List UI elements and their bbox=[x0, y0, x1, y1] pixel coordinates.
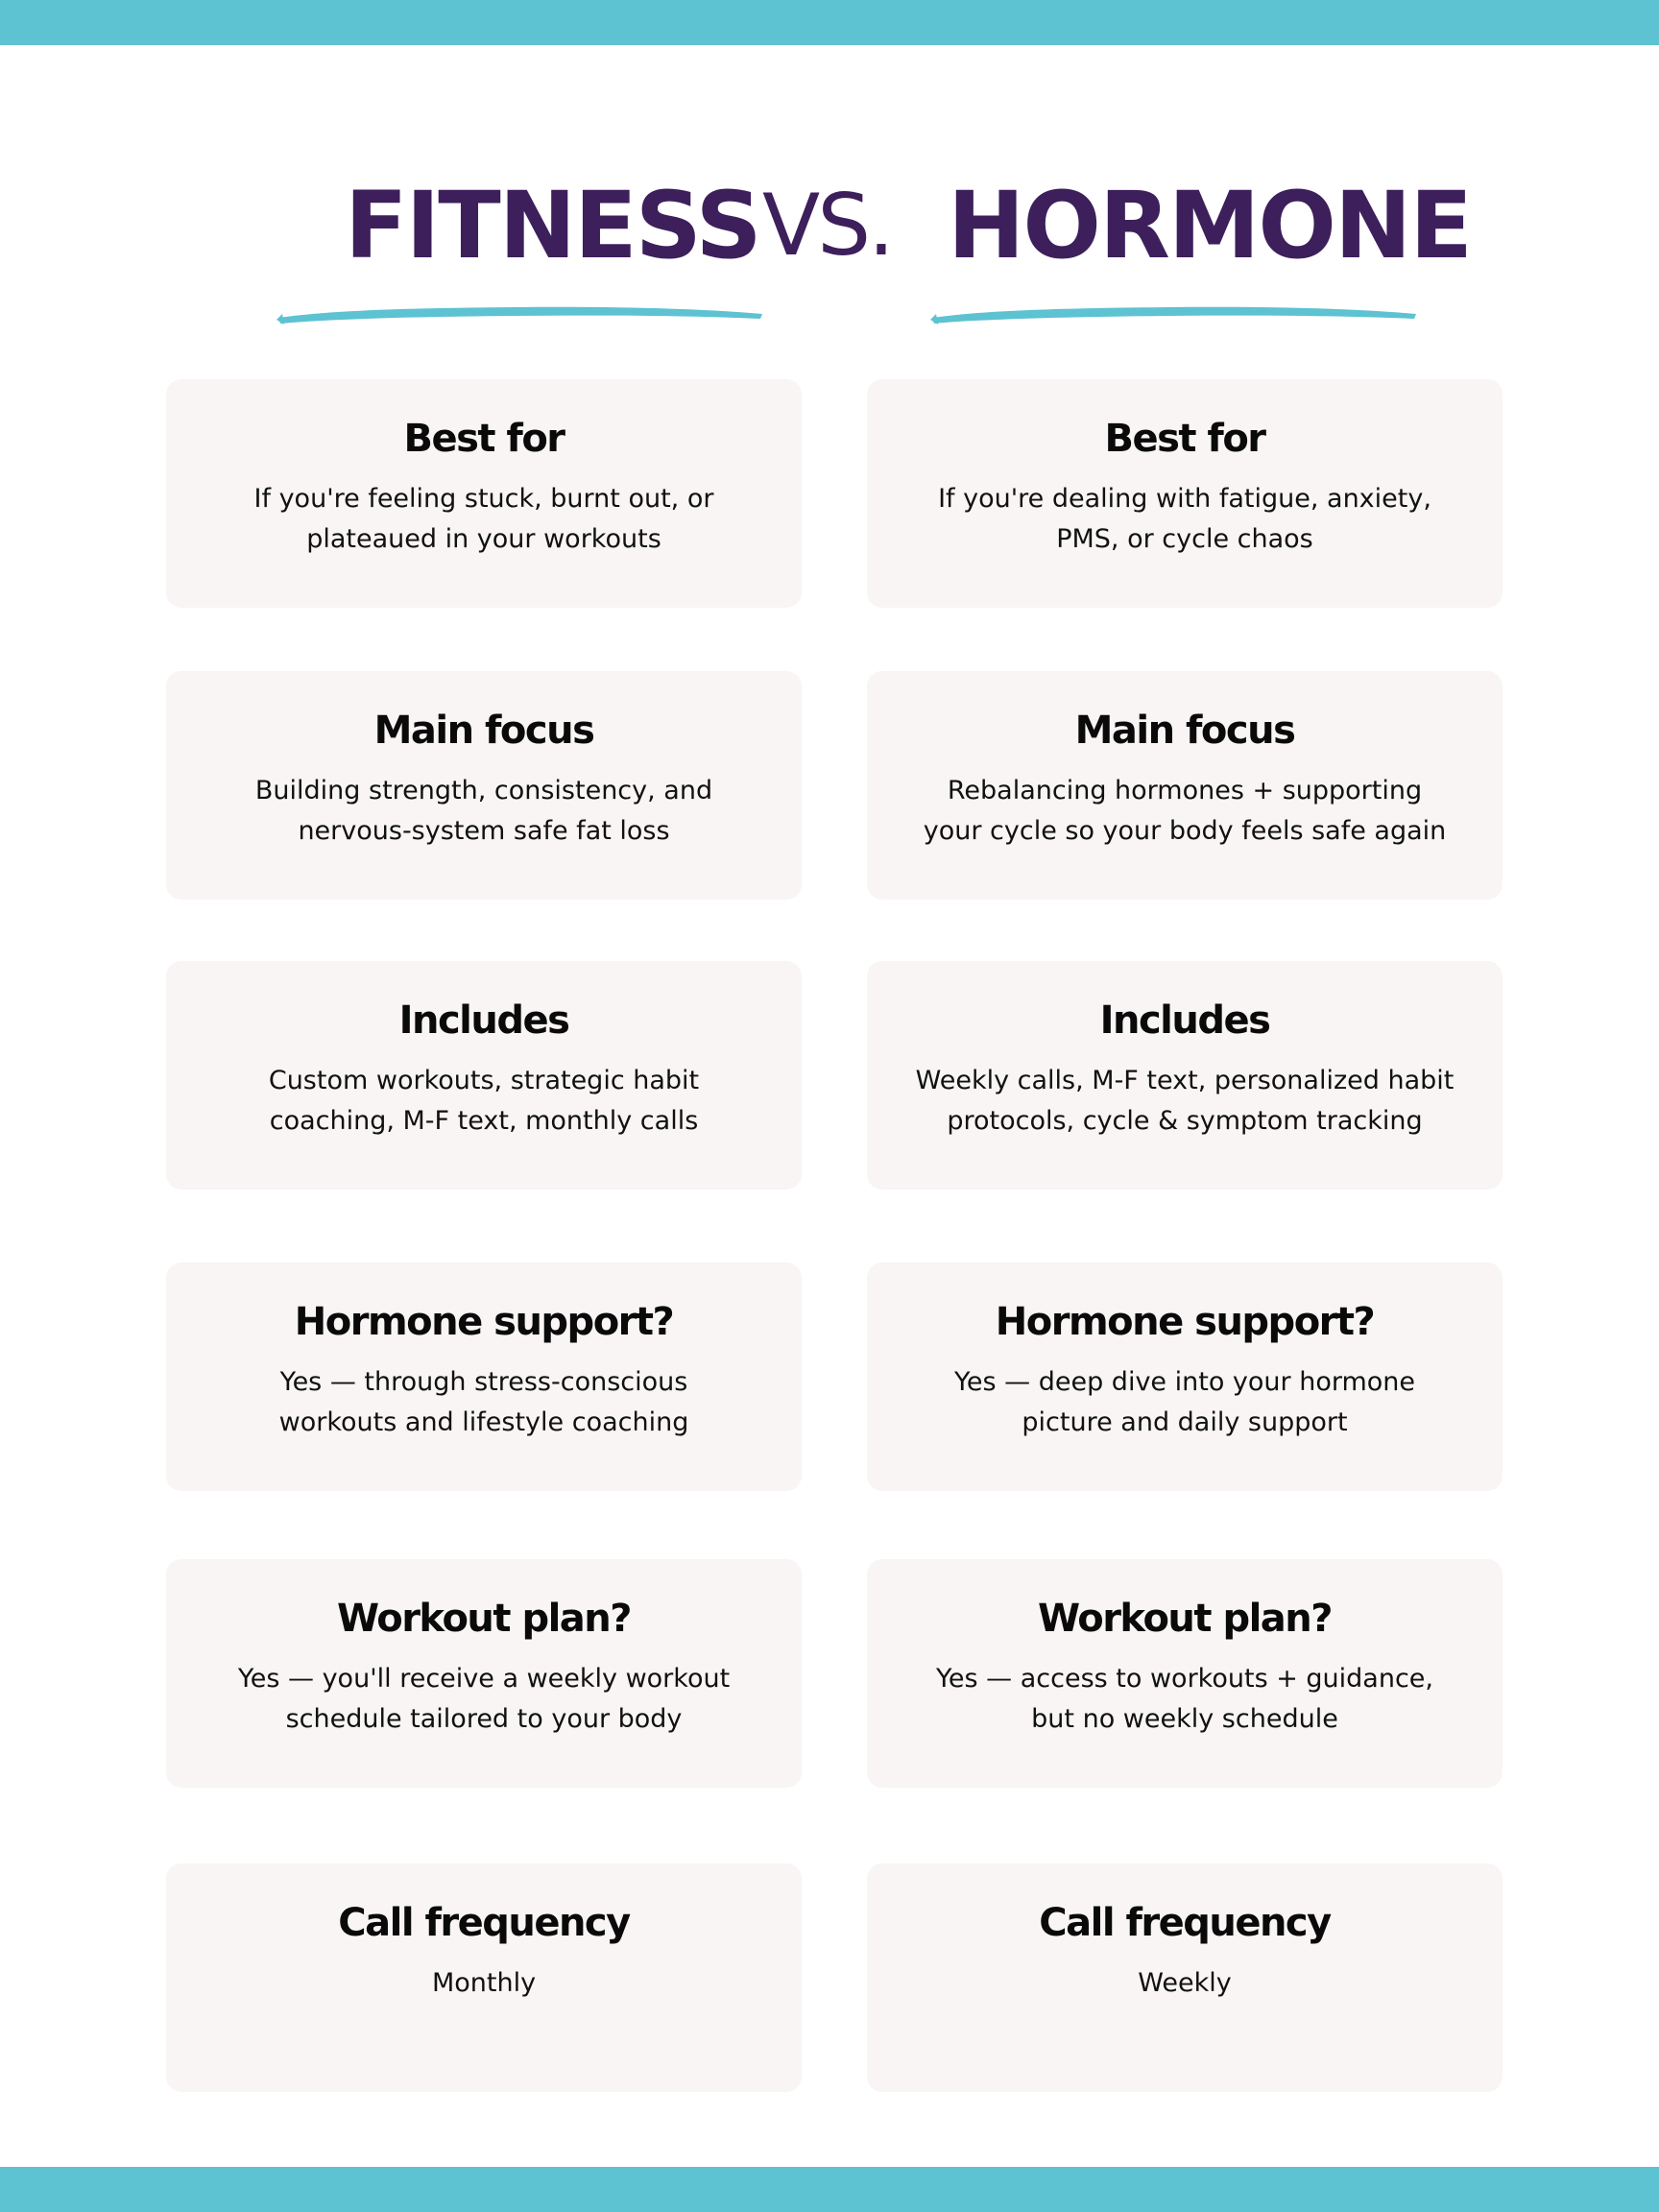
hormone-brush-underline bbox=[928, 301, 1420, 327]
hormone-card-workout-plan bbox=[867, 1559, 1503, 1788]
fitness-card-call-frequency bbox=[166, 1863, 802, 2092]
card-body-line: protocols, cycle & symptom tracking bbox=[947, 1106, 1423, 1136]
card-body-line: nervous-system safe fat loss bbox=[298, 816, 670, 846]
card-heading: Hormone support? bbox=[995, 1300, 1375, 1344]
fitness-card-workout-plan bbox=[166, 1559, 802, 1788]
card-body-line: Weekly bbox=[1138, 1968, 1232, 1998]
card-body bbox=[204, 1659, 763, 1740]
page-title bbox=[0, 163, 1659, 288]
card-body bbox=[204, 1061, 763, 1142]
fitness-card-best-for bbox=[166, 379, 802, 608]
title-hormone: HORMONE bbox=[948, 172, 1471, 279]
card-body bbox=[204, 1963, 763, 2004]
hormone-card-hormone-support bbox=[867, 1262, 1503, 1491]
card-body-line: Yes — deep dive into your hormone bbox=[953, 1367, 1416, 1397]
card-body-line: Rebalancing hormones + supporting bbox=[947, 776, 1423, 805]
card-body bbox=[905, 1362, 1464, 1443]
card-body bbox=[204, 1362, 763, 1443]
hormone-card-includes bbox=[867, 961, 1503, 1190]
card-body-line: Yes — you'll receive a weekly workout bbox=[237, 1664, 731, 1694]
card-body bbox=[905, 479, 1464, 560]
card-body-line: Yes — access to workouts + guidance, bbox=[935, 1664, 1434, 1694]
card-heading: Includes bbox=[398, 998, 569, 1043]
hormone-card-call-frequency bbox=[867, 1863, 1503, 2092]
card-body bbox=[905, 1963, 1464, 2004]
card-heading: Call frequency bbox=[338, 1901, 630, 1945]
card-heading: Workout plan? bbox=[337, 1597, 631, 1641]
card-body bbox=[905, 771, 1464, 852]
card-body-line: Custom workouts, strategic habit bbox=[268, 1066, 700, 1095]
bottom-accent-band bbox=[0, 2167, 1659, 2212]
title-fitness: FITNESS bbox=[345, 172, 760, 279]
card-body-line: schedule tailored to your body bbox=[285, 1704, 683, 1734]
card-body-line: Monthly bbox=[431, 1968, 537, 1998]
hormone-card-best-for bbox=[867, 379, 1503, 608]
card-heading: Main focus bbox=[373, 709, 594, 753]
card-body-line: If you're feeling stuck, burnt out, or bbox=[253, 484, 714, 514]
top-accent-band bbox=[0, 0, 1659, 45]
fitness-card-main-focus bbox=[166, 671, 802, 900]
card-heading: Includes bbox=[1099, 998, 1270, 1043]
card-heading: Main focus bbox=[1074, 709, 1295, 753]
card-body-line: If you're dealing with fatigue, anxiety, bbox=[938, 484, 1431, 514]
fitness-brush-underline bbox=[275, 301, 766, 327]
card-heading: Hormone support? bbox=[294, 1300, 674, 1344]
card-body bbox=[905, 1659, 1464, 1740]
fitness-card-includes bbox=[166, 961, 802, 1190]
card-body-line: plateaued in your workouts bbox=[306, 524, 661, 554]
card-heading: Workout plan? bbox=[1038, 1597, 1332, 1641]
card-body bbox=[204, 479, 763, 560]
card-body-line: coaching, M-F text, monthly calls bbox=[269, 1106, 699, 1136]
hormone-card-main-focus bbox=[867, 671, 1503, 900]
fitness-card-hormone-support bbox=[166, 1262, 802, 1491]
card-heading: Call frequency bbox=[1039, 1901, 1331, 1945]
card-heading: Best for bbox=[403, 417, 565, 461]
card-body-line: Yes — through stress-conscious bbox=[279, 1367, 688, 1397]
card-body-line: Weekly calls, M-F text, personalized habit bbox=[915, 1066, 1455, 1095]
card-body-line: PMS, or cycle chaos bbox=[1056, 524, 1313, 554]
card-body-line: picture and daily support bbox=[1022, 1407, 1348, 1437]
title-vs: VS. bbox=[762, 176, 893, 275]
card-body-line: Building strength, consistency, and bbox=[254, 776, 713, 805]
card-body bbox=[204, 771, 763, 852]
card-heading: Best for bbox=[1104, 417, 1265, 461]
card-body-line: workouts and lifestyle coaching bbox=[278, 1407, 689, 1437]
card-body-line: but no weekly schedule bbox=[1031, 1704, 1338, 1734]
card-body bbox=[905, 1061, 1464, 1142]
card-body-line: your cycle so your body feels safe again bbox=[923, 816, 1447, 846]
